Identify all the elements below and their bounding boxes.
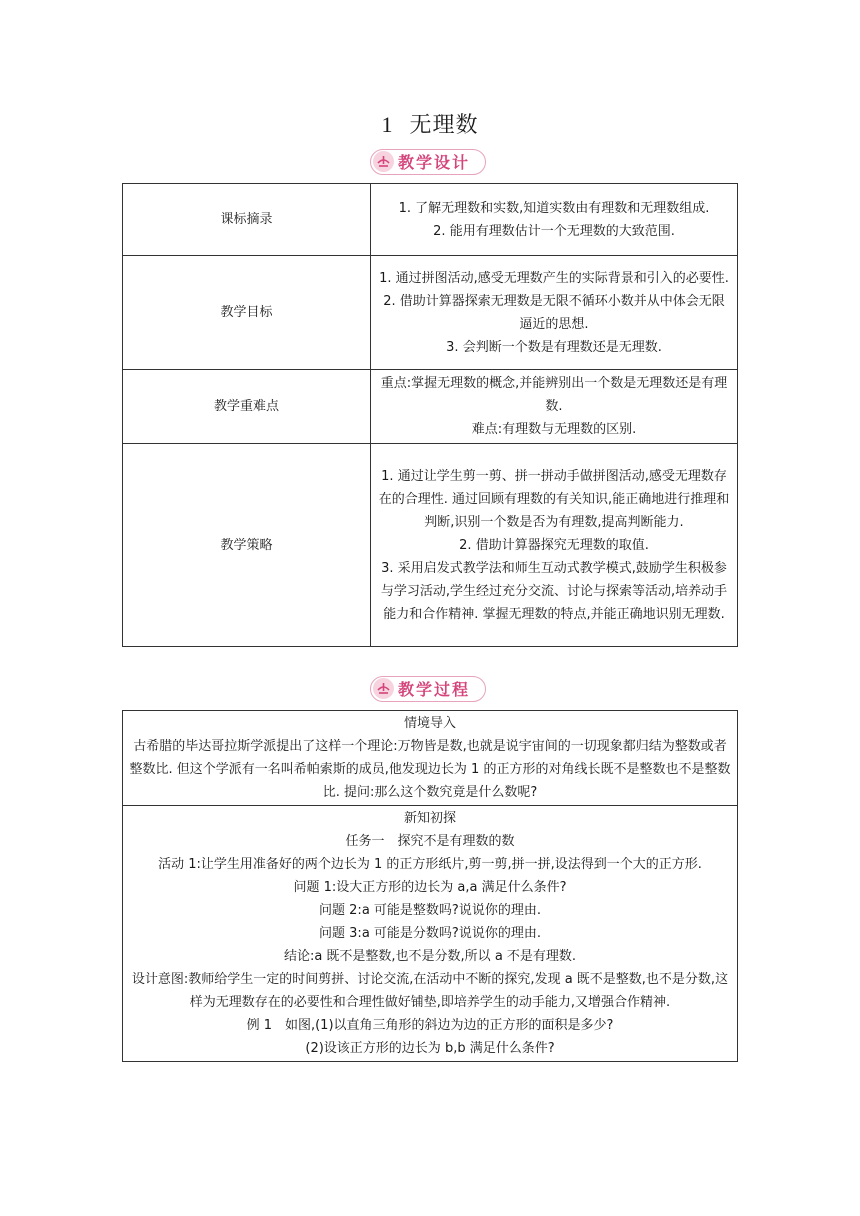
row-content [371,184,738,256]
new-knowledge-cell [123,806,738,1062]
table-row [123,711,738,806]
content-line: 2. 借助计算器探究无理数的取值. [459,537,649,553]
content-line: 2. 能用有理数估计一个无理数的大致范围. [433,223,675,239]
table-row [123,184,738,256]
book-hand-icon [373,151,394,172]
section-heading: 情境导入 [403,716,456,731]
intro-cell [123,711,738,806]
lesson-number: 1 [381,112,394,137]
row-label: 教学重难点 [123,370,371,444]
content-line: 3. 会判断一个数是有理数还是无理数. [446,339,662,355]
book-hand-icon [373,678,394,699]
row-label: 课标摘录 [123,184,371,256]
section-heading: 新知初探 [403,811,456,826]
question-text: 问题 1:设大正方形的边长为 a,a 满足什么条件? [293,880,567,895]
lesson-title: 无理数 [409,113,479,138]
design-intent-text: 设计意图:教师给学生一定的时间剪拼、讨论交流,在活动中不断的探究,发现 a 既不是整数,也不是分数,这样为无理数存在的必要性和合理性做好铺垫,即培养学生的动手能力,又增强合作精神. [131,972,729,1010]
row-content [371,444,738,647]
row-content [371,256,738,370]
table-row [123,370,738,444]
activity-text: 活动 1:让学生用准备好的两个边长为 1 的正方形纸片,剪一剪,拼一拼,设法得到一个大的正方形. [158,857,702,872]
content-line: 1. 通过让学生剪一剪、拼一拼动手做拼图活动,感受无理数存在的合理性. 通过回顾有理数的有关知识,能正确地进行推理和判断,识别一个数是否为有理数,提高判断能力. [378,468,730,530]
task-heading: 任务一 探究不是有理数的数 [345,834,515,849]
table-row [123,444,738,647]
row-label: 教学目标 [123,256,371,370]
question-text: 问题 3:a 可能是分数吗?说说你的理由. [319,926,541,941]
design-table [122,183,738,647]
table-row [123,256,738,370]
banner-label: 教学设计 [398,153,471,172]
example-text: 例 1 如图,(1)以直角三角形的斜边为边的正方形的面积是多少? [246,1018,614,1033]
content-line: 1. 了解无理数和实数,知道实数由有理数和无理数组成. [398,200,710,216]
content-line: 2. 借助计算器探索无理数是无限不循环小数并从中体会无限逼近的思想. [383,293,725,332]
banner-label: 教学过程 [398,680,471,699]
table-row [123,806,738,1062]
page-title [0,108,860,139]
content-line: 1. 通过拼图活动,感受无理数产生的实际背景和引入的必要性. [379,270,729,286]
teaching-design-banner [370,149,486,175]
row-content [371,370,738,444]
question-text: 问题 2:a 可能是整数吗?说说你的理由. [319,903,541,918]
content-line: 重点:掌握无理数的概念,并能辨别出一个数是无理数还是有理数. [380,376,728,414]
teaching-process-banner [370,676,486,702]
row-label: 教学策略 [123,444,371,647]
content-line: 难点:有理数与无理数的区别. [471,422,637,437]
conclusion-text: 结论:a 既不是整数,也不是分数,所以 a 不是有理数. [283,949,577,964]
example-text: (2)设该正方形的边长为 b,b 满足什么条件? [305,1041,555,1056]
content-line: 3. 采用启发式教学法和师生互动式教学模式,鼓励学生积极参与学习活动,学生经过充分交流、讨论与探索等活动,培养动手能力和合作精神. 掌握无理数的特点,并能正确地识别无理数. [380,560,728,622]
intro-text: 古希腊的毕达哥拉斯学派提出了这样一个理论:万物皆是数,也就是说宇宙间的一切现象都归结为整数或者整数比. 但这个学派有一名叫希帕索斯的成员,他发现边长为 1 的正方形的对角线长既不是整数也不是整数比. 提问:那么这个数究竟是什么数呢? [129,739,731,800]
process-table [122,710,738,1062]
